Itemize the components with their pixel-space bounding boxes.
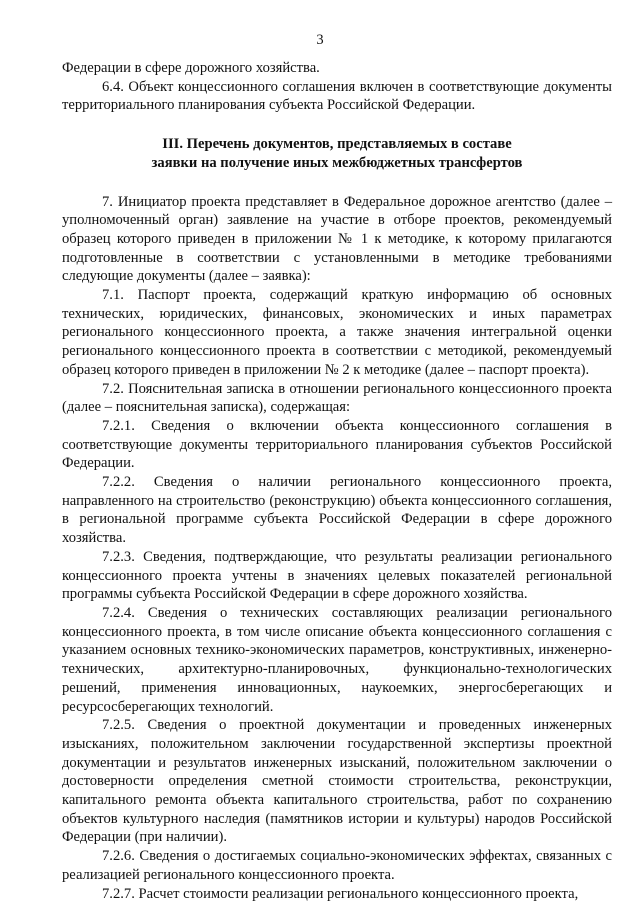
paragraph-7: 7. Инициатор проекта представляет в Федеральное дорожное агентство (далее – уполномоченный орган) заявление на участие в отборе проектов, рекомендуемый образец которого приведен в приложении № 1 к методике, к которому прилагаются подготовленные в соответствии с установленными в методике требованиями следующие документы (далее – заявка): (62, 193, 612, 285)
paragraph-continuation: Федерации в сфере дорожного хозяйства. (62, 60, 320, 76)
paragraph-7-2-6: 7.2.6. Сведения о достигаемых социально-экономических эффектах, связанных с реализацией регионального концессионного проекта. (62, 848, 612, 883)
section-heading (62, 135, 612, 172)
paragraph-7-1: 7.1. Паспорт проекта, содержащий краткую информацию об основных технических, юридических, финансовых, экономических и иных параметрах регионального концессионного проекта, а также значения интегральной оценки регионального концессионного проекта в соответствии с методикой, рекомендуемый образец которого приведен в приложении № 2 к методике (далее – паспорт проекта). (62, 287, 612, 378)
paragraph-7-2: 7.2. Пояснительная записка в отношении регионального концессионного проекта (далее – пояснительная записка), содержащая: (62, 380, 612, 416)
section-heading-line-2: заявки на получение иных межбюджетных трансфертов (151, 154, 523, 171)
paragraph-7-2-1: 7.2.1. Сведения о включении объекта концессионного соглашения в соответствующие документы территориального планирования субъектов Российской Федерации. (62, 417, 612, 472)
paragraph-6-4: 6.4. Объект концессионного соглашения включен в соответствующие документы территориального планирования субъекта Российской Федерации. (62, 78, 612, 114)
paragraph-7-2-5: 7.2.5. Сведения о проектной документации и проведенных инженерных изысканиях, положительном заключении государственной экспертизы проектной документации и результатов инженерных изысканий, положительном заключении о достоверности определения сметной стоимости строительства, реконструкции, капитального ремонта объекта капитального строительства, работ по сохранению объектов культурного наследия (памятников истории и культуры) народов Российской Федерации (при наличии). (62, 717, 612, 846)
paragraph-7-2-2: 7.2.2. Сведения о наличии регионального концессионного проекта, направленного на строительство (реконструкцию) объекта концессионного соглашения, в региональной программе субъекта Российской Федерации в сфере дорожного хозяйства. (62, 474, 612, 547)
document-body (62, 59, 612, 903)
paragraph-7-2-3: 7.2.3. Сведения, подтверждающие, что результаты реализации регионального концессионного проекта учтены в значениях целевых показателей региональной программы субъекта Российской Федерации в сфере дорожного хозяйства. (62, 548, 612, 603)
page-number: 3 (316, 32, 324, 48)
paragraph-7-2-4: 7.2.4. Сведения о технических составляющих реализации регионального концессионного проекта, в том числе описание объекта концессионного соглашения с указанием основных технико-экономических параметров, конструктивных, инженерно-технических, архитектурно-планировочных, функционально-технологических решений, применения инновационных, наукоемких, энергосберегающих и ресурсосберегающих технологий. (62, 604, 612, 715)
paragraph-7-2-7: 7.2.7. Расчет стоимости реализации регионального концессионного проекта, (102, 885, 579, 902)
section-heading-line-1: III. Перечень документов, представляемых в составе (162, 136, 512, 153)
